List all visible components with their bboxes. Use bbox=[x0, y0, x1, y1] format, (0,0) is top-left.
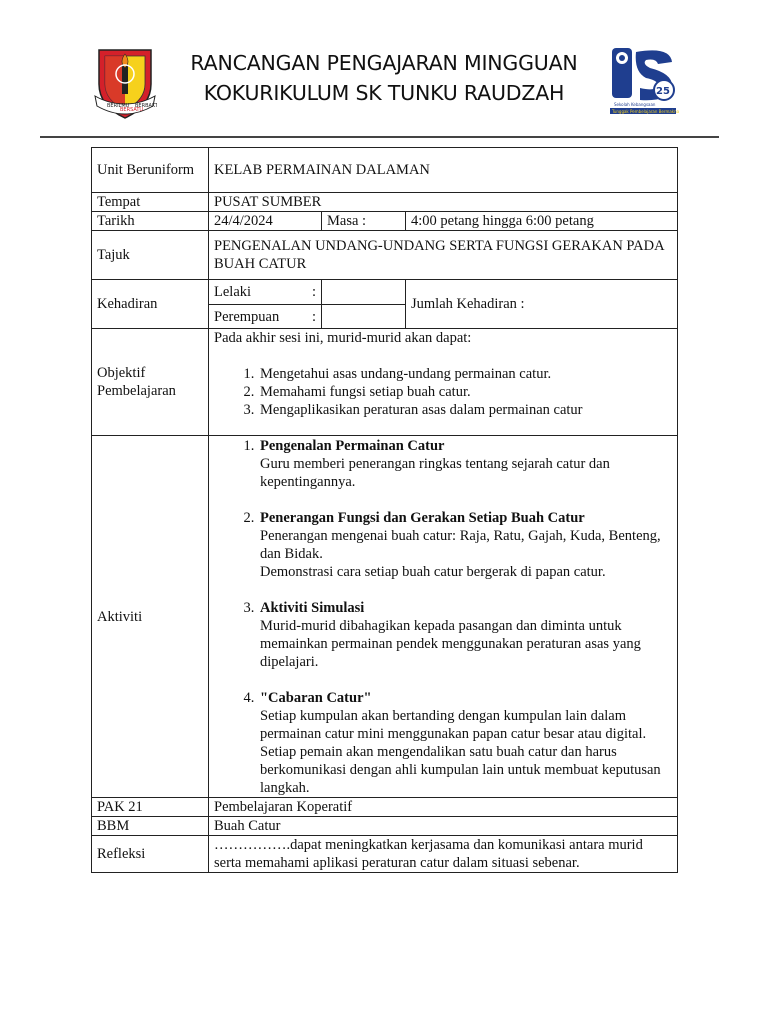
row-tajuk bbox=[92, 231, 678, 280]
objektif-item: 1. Mengetahui asas undang-undang permainan catur. bbox=[258, 365, 672, 383]
lelaki-label: Lelaki bbox=[214, 284, 252, 300]
lelaki-colon: : bbox=[311, 284, 316, 300]
aktiviti-body: Setiap kumpulan akan bertanding dengan kumpulan lain dalam permainan catur mini menggunakan papan catur besar atau digital. Setiap pemain akan mengendalikan satu buah catur dan harus berkomunikasi dengan ahli kumpulan lain untuk membuat keputusan langkah. bbox=[260, 708, 661, 796]
header-divider bbox=[40, 136, 719, 138]
svg-text:Sekolah Kebangsaan: Sekolah Kebangsaan bbox=[614, 102, 656, 107]
svg-text:BERILMU: BERILMU bbox=[107, 103, 130, 109]
row-kehadiran-lelaki bbox=[92, 280, 678, 305]
perempuan-colon: : bbox=[311, 308, 316, 325]
perempuan-count-field bbox=[322, 305, 406, 329]
aktiviti-content bbox=[209, 436, 678, 798]
jumlah-kehadiran: Jumlah Kehadiran : bbox=[406, 280, 678, 329]
svg-text:BERBAKTI: BERBAKTI bbox=[135, 103, 157, 109]
tarikh-label: Tarikh bbox=[92, 212, 209, 231]
kehadiran-label: Kehadiran bbox=[92, 280, 209, 329]
aktiviti-title: Aktiviti Simulasi bbox=[260, 600, 365, 616]
row-tarikh bbox=[92, 212, 678, 231]
aktiviti-body: Guru memberi penerangan ringkas tentang sejarah catur dan kepentingannya. bbox=[260, 456, 610, 490]
tempat-value: PUSAT SUMBER bbox=[209, 193, 678, 212]
school-crest-logo bbox=[93, 44, 157, 127]
aktiviti-item bbox=[258, 599, 672, 671]
objektif-label-line2: Pembelajaran bbox=[97, 383, 176, 399]
page-header bbox=[0, 0, 768, 135]
bbm-label: BBM bbox=[92, 817, 209, 836]
objektif-intro: Pada akhir sesi ini, murid-murid akan dapat: bbox=[214, 330, 472, 346]
row-objektif bbox=[92, 329, 678, 436]
tempat-label: Tempat bbox=[92, 193, 209, 212]
objektif-item: 3. Mengaplikasikan peraturan asas dalam permainan catur bbox=[258, 401, 672, 419]
aktiviti-label: Aktiviti bbox=[92, 436, 209, 798]
aktiviti-title: "Cabaran Catur" bbox=[260, 690, 372, 706]
masa-label: Masa : bbox=[322, 212, 406, 231]
perempuan-cell bbox=[209, 305, 322, 329]
tarikh-value: 24/4/2024 bbox=[209, 212, 322, 231]
bbm-value: Buah Catur bbox=[209, 817, 678, 836]
title-line-1: RANCANGAN PENGAJARAN MINGGUAN bbox=[190, 51, 578, 75]
title-line-2: KOKURIKULUM SK TUNKU RAUDZAH bbox=[203, 81, 565, 105]
perempuan-label: Perempuan bbox=[214, 308, 280, 325]
lesson-plan-table bbox=[91, 147, 678, 873]
row-pak21 bbox=[92, 798, 678, 817]
aktiviti-item bbox=[258, 689, 672, 797]
pak-label: PAK 21 bbox=[92, 798, 209, 817]
row-tempat bbox=[92, 193, 678, 212]
anniversary-logo bbox=[606, 42, 680, 123]
svg-text:25: 25 bbox=[656, 86, 670, 97]
aktiviti-title: Pengenalan Permainan Catur bbox=[260, 438, 445, 454]
objektif-list bbox=[214, 365, 672, 419]
row-bbm bbox=[92, 817, 678, 836]
aktiviti-body: Penerangan mengenai buah catur: Raja, Ratu, Gajah, Kuda, Benteng, dan Bidak. bbox=[260, 528, 661, 562]
objektif-label-line1: Objektif bbox=[97, 365, 146, 381]
tajuk-label: Tajuk bbox=[92, 231, 209, 280]
svg-text:Tunggak Pembelajaran Bermakna: Tunggak Pembelajaran Bermakna bbox=[612, 109, 680, 114]
aktiviti-body: Demonstrasi cara setiap buah catur bergerak di papan catur. bbox=[260, 564, 606, 580]
masa-value: 4:00 petang hingga 6:00 petang bbox=[406, 212, 678, 231]
aktiviti-title: Penerangan Fungsi dan Gerakan Setiap Buah Catur bbox=[260, 510, 585, 526]
objektif-content bbox=[209, 329, 678, 436]
svg-text:BERSATU: BERSATU bbox=[120, 107, 144, 113]
refleksi-value: …………….dapat meningkatkan kerjasama dan komunikasi antara murid serta memahami aplikasi peraturan catur dalam situasi sebenar. bbox=[209, 836, 678, 873]
aktiviti-item bbox=[258, 437, 672, 491]
aktiviti-item bbox=[258, 509, 672, 581]
row-aktiviti bbox=[92, 436, 678, 798]
objektif-label bbox=[92, 329, 209, 436]
aktiviti-body: Murid-murid dibahagikan kepada pasangan dan diminta untuk memainkan permainan pendek menggunakan peraturan asas yang dipelajari. bbox=[260, 618, 641, 670]
tajuk-value: PENGENALAN UNDANG-UNDANG SERTA FUNGSI GERAKAN PADA BUAH CATUR bbox=[209, 231, 678, 280]
page-title bbox=[150, 48, 618, 108]
aktiviti-list bbox=[214, 437, 672, 797]
lelaki-cell bbox=[209, 280, 322, 305]
pak-value: Pembelajaran Koperatif bbox=[209, 798, 678, 817]
refleksi-label: Refleksi bbox=[92, 836, 209, 873]
unit-value: KELAB PERMAINAN DALAMAN bbox=[209, 148, 678, 193]
objektif-item: 2. Memahami fungsi setiap buah catur. bbox=[258, 383, 672, 401]
row-unit bbox=[92, 148, 678, 193]
lelaki-count-field bbox=[322, 280, 406, 305]
unit-label: Unit Beruniform bbox=[92, 148, 209, 193]
row-refleksi bbox=[92, 836, 678, 873]
